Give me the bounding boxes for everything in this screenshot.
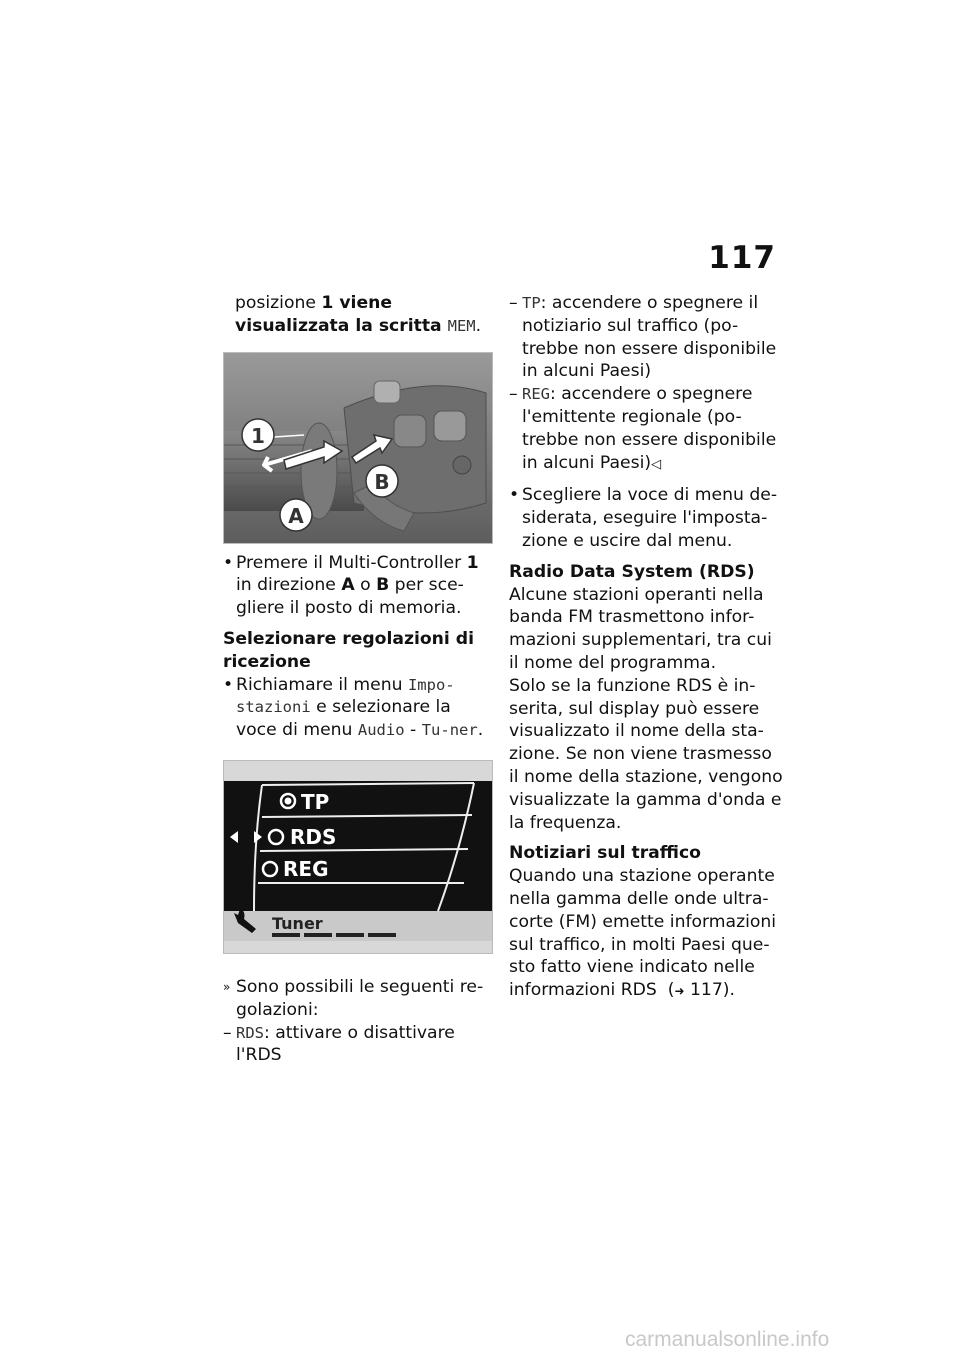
heading-rds: Radio Data System (RDS) xyxy=(509,561,755,582)
tuner-display-figure xyxy=(223,760,493,954)
step-open-menu: • Richiamare il menu Impo-stazioni e selezionare la voce di menu Audio - Tu-ner. xyxy=(223,674,484,741)
option-tp: – TP: accendere o spegnere il notiziario sul traffico (po-trebbe non essere disponibile in alcuni Paesi) xyxy=(509,293,777,382)
option-reg: – REG: accendere o spegnere l'emittente regionale (po-trebbe non essere disponibile in alcuni Paesi)◁ xyxy=(509,384,777,473)
step-press-controller: • Premere il Multi-Controller 1 in direzione A o B per sce-gliere il posto di memoria. xyxy=(223,552,479,619)
heading-reception: Selezionare regolazioni di ricezione xyxy=(223,628,474,672)
right-column xyxy=(509,292,784,1003)
menu-item-tp: TP xyxy=(301,789,330,814)
tuner-label: Tuner xyxy=(272,913,323,933)
result-text: » Sono possibili le seguenti re-golazioni: xyxy=(223,976,484,1020)
footer-watermark: carmanualsonline.info xyxy=(625,1328,830,1351)
label-a: A xyxy=(288,503,304,528)
handlebar-figure xyxy=(223,352,493,544)
left-column xyxy=(223,292,495,1067)
reference-arrow-icon[interactable]: ➜ xyxy=(674,984,685,999)
menu-item-reg: REG xyxy=(283,856,329,881)
end-mark: ◁ xyxy=(651,456,662,472)
rds-paragraph-1: Alcune stazioni operanti nella banda FM trasmettono infor-mazioni supplementari, tra cui il nome del programma. xyxy=(509,584,772,673)
rds-paragraph-2: Solo se la funzione RDS è in-serita, sul display può essere visualizzato il nome della sta-zione. Se non viene trasmesso il nome della stazione, vengono visualizzate la gamma d'onda e la frequenza. xyxy=(509,675,783,833)
label-b: B xyxy=(374,469,390,494)
label-1: 1 xyxy=(251,423,265,448)
step-choose: • Scegliere la voce di menu de-siderata, eseguire l'imposta-zione e uscire dal menu. xyxy=(509,485,778,551)
menu-item-rds: RDS xyxy=(290,824,337,849)
page-reference-link[interactable]: 117). xyxy=(690,980,735,1001)
page-number: 117 xyxy=(708,240,776,276)
heading-traffic: Notiziari sul traffico xyxy=(509,843,701,864)
option-rds: – RDS: attivare o disattivare l'RDS xyxy=(223,1022,455,1066)
traffic-paragraph: Quando una stazione operante nella gamma delle onde ultra-corte (FM) emette informazioni sul traffico, in molti Paesi que-sto fatto viene indicato nelle informazioni RDS (➜ 117). xyxy=(509,866,777,1001)
intro-text: posizione 1 viene visualizzata la scritta MEM. xyxy=(235,293,482,336)
